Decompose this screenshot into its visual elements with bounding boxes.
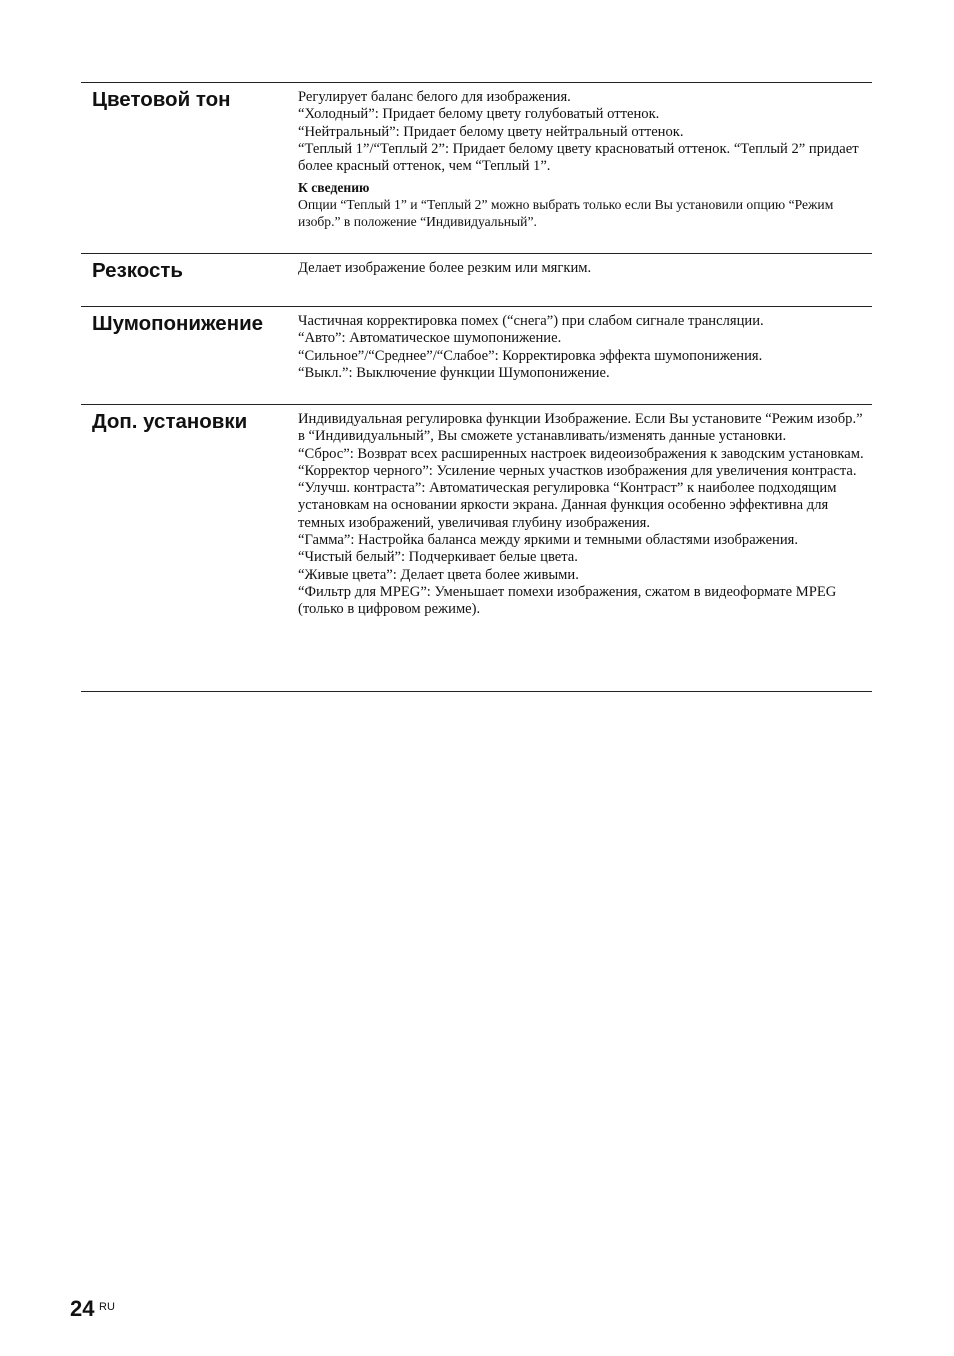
row-term: Цветовой тон [92, 88, 231, 111]
description-line: “Авто”: Автоматическое шумопонижение. [298, 330, 562, 347]
description-line: Регулирует баланс белого для изображения. [298, 89, 571, 105]
description-line: “Теплый 1”/“Теплый 2”: Придает белому цвету красноватый оттенок. “Теплый 2” придает более красный оттенок, чем “Теплый 1”. [298, 140, 859, 175]
description-line: “Сброс”: Возврат всех расширенных настроек видеоизображения к заводским установкам. [298, 445, 864, 462]
description-line: “Фильтр для MPEG”: Уменьшает помехи изображения, сжатом в видеоформате MPEG (только в цифровом режиме). [298, 583, 837, 618]
settings-table [81, 82, 872, 692]
row-term: Доп. установки [92, 410, 248, 433]
row-color-tone [81, 82, 872, 253]
row-description [298, 254, 872, 306]
description-line: “Улучш. контраста”: Автоматическая регулировка “Контраст” к наиболее подходящим установкам на основании яркости экрана. Данная функция особенно эффективна для темных изображений, увеличивая глубину изображения. [298, 480, 837, 531]
page-language: RU [99, 1301, 115, 1313]
description-line: “Корректор черного”: Усиление черных участков изображения для увеличения контраста. [298, 462, 857, 479]
description-line: Индивидуальная регулировка функции Изображение. Если Вы установите “Режим изобр.” в “Индивидуальный”, Вы сможете устанавливать/изменять данные установки. [298, 411, 863, 445]
description-line: “Чистый белый”: Подчеркивает белые цвета. [298, 549, 578, 566]
note-text: Опции “Теплый 1” и “Теплый 2” можно выбрать только если Вы установили опцию “Режим изобр.” в положение “Индивидуальный”. [298, 197, 834, 230]
row-description [298, 83, 872, 253]
description-line: “Нейтральный”: Придает белому цвету нейтральный оттенок. [298, 123, 684, 140]
row-noise-reduction [81, 306, 872, 404]
description-line: “Гамма”: Настройка баланса между яркими и темными областями изображения. [298, 532, 799, 549]
description-line: “Сильное”/“Среднее”/“Слабое”: Корректировка эффекта шумопонижения. [298, 347, 763, 364]
row-term: Шумопонижение [92, 312, 264, 335]
description-line: “Холодный”: Придает белому цвету голубоватый оттенок. [298, 106, 660, 123]
row-advanced-settings [81, 404, 872, 692]
row-description [298, 307, 872, 404]
description-line: “Живые цвета”: Делает цвета более живыми. [298, 566, 579, 583]
description-line: Делает изображение более резким или мягким. [298, 260, 592, 276]
row-description [298, 405, 872, 691]
row-term: Резкость [92, 259, 184, 282]
description-line: Частичная корректировка помех (“снега”) при слабом сигнале трансляции. [298, 313, 764, 329]
description-line: “Выкл.”: Выключение функции Шумопонижение. [298, 364, 610, 381]
row-sharpness [81, 253, 872, 306]
page-number: 24 [70, 1296, 95, 1321]
note-title: К сведению [298, 180, 370, 196]
